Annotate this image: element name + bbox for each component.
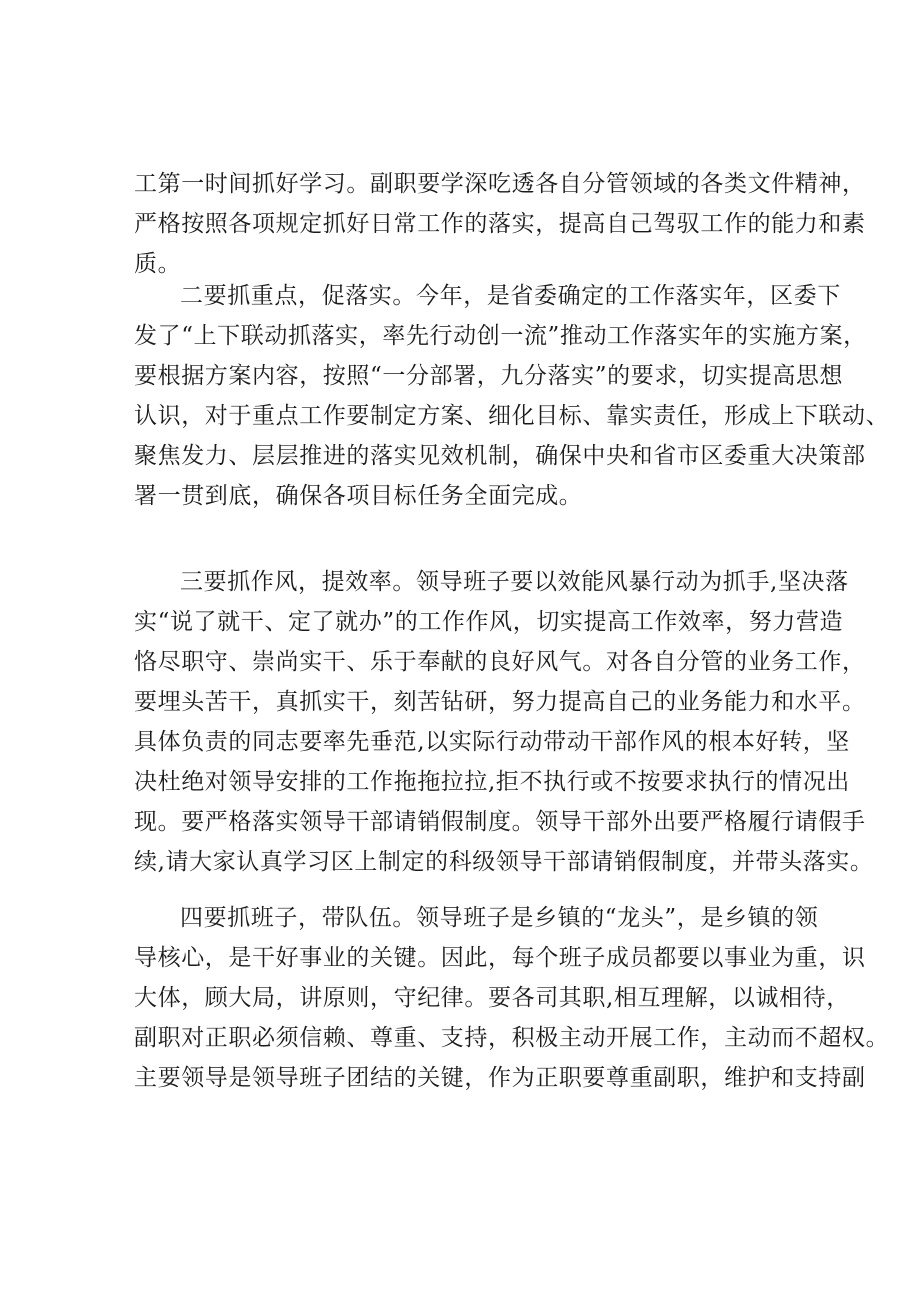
paragraph-4 xyxy=(134,898,890,1098)
paragraph-line: 发了“上下联动抓落实，率先行动创一流”推动工作落实年的实施方案， xyxy=(134,323,867,349)
paragraph-line: 大体，顾大局，讲原则，守纪律。要各司其职,相互理解，以诚相待， xyxy=(134,985,850,1011)
paragraph-line: 署一贯到底，确保各项目标任务全面完成。 xyxy=(134,483,583,509)
paragraph-line: 聚焦发力、层层推进的落实见效机制，确保中央和省市区委重大决策部 xyxy=(134,443,866,469)
paragraph-line: 认识，对于重点工作要制定方案、细化目标、靠实责任，形成上下联动、 xyxy=(134,403,890,429)
paragraph-line: 二要抓重点，促落实。今年，是省委确定的工作落实年，区委下 xyxy=(180,283,841,309)
paragraph-line: 恪尽职守、崇尚实干、乐于奉献的良好风气。对各自分管的业务工作， xyxy=(134,649,866,675)
paragraph-line: 主要领导是领导班子团结的关键，作为正职要尊重副职，维护和支持副 xyxy=(134,1065,866,1091)
paragraph-line: 续,请大家认真学习区上制定的科级领导干部请销假制度，并带头落实。 xyxy=(134,849,874,875)
paragraph-2 xyxy=(134,276,890,516)
paragraph-line: 三要抓作风，提效率。领导班子要以效能风暴行动为抓手,坚决落 xyxy=(180,569,849,595)
paragraph-line: 现。要严格落实领导干部请销假制度。领导干部外出要严格履行请假手 xyxy=(134,809,866,835)
paragraph-line: 四要抓班子，带队伍。领导班子是乡镇的“龙头”，是乡镇的领 xyxy=(180,905,819,931)
paragraph-1 xyxy=(134,164,866,284)
paragraph-line: 副职对正职必须信赖、尊重、支持，积极主动开展工作，主动而不超权。 xyxy=(134,1025,890,1051)
paragraph-line: 导核心，是干好事业的关键。因此，每个班子成员都要以事业为重，识 xyxy=(134,945,866,971)
paragraph-3 xyxy=(134,562,874,882)
paragraph-line: 质。 xyxy=(134,251,182,277)
paragraph-line: 实“说了就干、定了就办”的工作作风，切实提高工作效率，努力营造 xyxy=(134,609,844,635)
paragraph-line: 要根据方案内容，按照“一分部署，九分落实”的要求，切实提高思想 xyxy=(134,363,844,389)
paragraph-line: 工第一时间抓好学习。副职要学深吃透各自分管领域的各类文件精神， xyxy=(134,171,866,197)
paragraph-line: 要埋头苦干，真抓实干，刻苦钻研，努力提高自己的业务能力和水平。 xyxy=(134,689,866,715)
paragraph-line: 严格按照各项规定抓好日常工作的落实，提高自己驾驭工作的能力和素 xyxy=(134,211,866,237)
paragraph-line: 具体负责的同志要率先垂范,以实际行动带动干部作风的根本好转，坚 xyxy=(134,729,850,755)
paragraph-line: 决杜绝对领导安排的工作拖拖拉拉,拒不执行或不按要求执行的情况出 xyxy=(134,769,850,795)
